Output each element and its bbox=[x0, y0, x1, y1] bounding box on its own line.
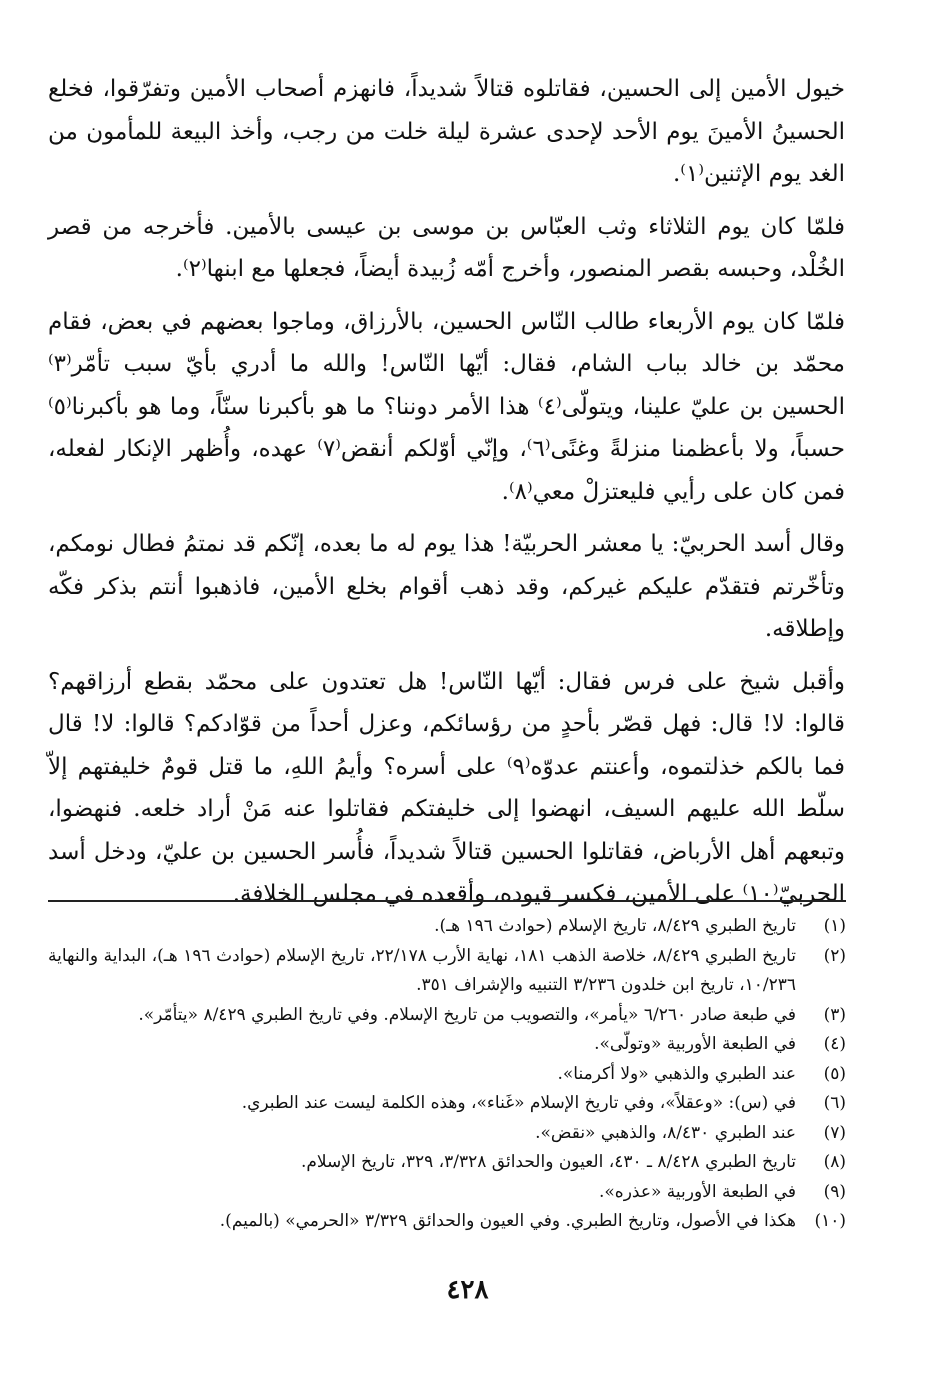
footnote-text: عند الطبري والذهبي «ولا أكرمنا». bbox=[557, 1063, 796, 1084]
footnote-number: (٥) bbox=[823, 1063, 846, 1084]
footnote-number: (٣) bbox=[823, 1004, 846, 1025]
main-text bbox=[48, 68, 845, 916]
footnote-number: (١) bbox=[823, 916, 846, 936]
paragraph-3: فلمّا كان يوم الأربعاء طالب النّاس الحسين، بالأرزاق، وماجوا بعضهم في بعض، فقام محمّد بن خالد بباب الشام، فقال: أيّها النّاس! والله ما أدري بأيّ سبب تأمّر⁽٣⁾ الحسين بن عليّ علينا، ويتولّى⁽٤⁾ هذا الأمر دوننا؟ ما هو بأكبرنا سنّاً، وما هو بأكبرنا⁽٥⁾ حسباً، ولا بأعظمنا منزلةً وغنًى⁽٦⁾، وإنّي أوّلكم أنقض⁽٧⁾ عهده، وأُظهر الإنكار لفعله، فمن كان على رأيي فليعتزلْ معي⁽٨⁾. bbox=[48, 308, 846, 505]
footnote bbox=[48, 942, 846, 1001]
footnote bbox=[48, 1178, 846, 1208]
footnote-text: هكذا في الأصول، وتاريخ الطبري. وفي العيون والحدائق ٣/٣٢٩ «الحرمي» (بالميم). bbox=[219, 1211, 796, 1231]
footnote-number: (٢) bbox=[823, 945, 846, 966]
footnote bbox=[48, 1148, 846, 1178]
footnote-text: تاريخ الطبري ٨/٤٢٨ ـ ٤٣٠، العيون والحدائق ٣/٣٢٨، ٣٢٩، تاريخ الإسلام. bbox=[300, 1152, 796, 1172]
paragraph-1: خيول الأمين إلى الحسين، فقاتلوه قتالاً شديداً، فانهزم أصحاب الأمين وتفرّقوا، فخلع الحسينُ الأمينَ يوم الأحد لإحدى عشرة ليلة خلت من رجب، وأخذ البيعة للمأمون من الغد يوم الإثنين⁽١⁾. bbox=[48, 76, 845, 187]
footnotes bbox=[48, 912, 846, 1237]
footnote-number: (٤) bbox=[823, 1034, 846, 1054]
footnote-number: (١٠) bbox=[814, 1211, 846, 1231]
paragraph-2: فلمّا كان يوم الثلاثاء وثب العبّاس بن موسى بن عيسى بالأمين. فأخرجه من قصر الخُلْد، وحبسه بقصر المنصور، وأخرج أمّه زُبيدة أيضاً، فجعلها مع ابنها⁽٢⁾. bbox=[48, 213, 845, 282]
footnote bbox=[48, 1119, 846, 1149]
footnote-text: في الطبعة الأوربية «وتولّى». bbox=[594, 1034, 796, 1054]
footnote-separator bbox=[48, 900, 846, 902]
footnote bbox=[48, 1030, 846, 1060]
footnote-number: (٩) bbox=[823, 1181, 846, 1202]
page-number: ٤٢٨ bbox=[446, 1275, 489, 1305]
footnote-number: (٨) bbox=[823, 1152, 846, 1172]
footnote-text: عند الطبري ٨/٤٣٠، والذهبي «نقض». bbox=[535, 1122, 796, 1143]
footnote-text: تاريخ الطبري ٨/٤٢٩، خلاصة الذهب ١٨١، نهاية الأرب ٢٢/١٧٨، تاريخ الإسلام (حوادث ١٩٦ هـ)، البداية والنهاية ١٠/٢٣٦، تاريخ ابن خلدون ٣/٢٣٦ التنبيه والإشراف ٣٥١. bbox=[48, 945, 796, 995]
footnote bbox=[48, 1060, 846, 1090]
paragraph-4: وقال أسد الحربيّ: يا معشر الحربيّة! هذا يوم له ما بعده، إنّكم قد نمتمُ فطال نومكم، وتأخّرتم فتقدّم عليكم غيركم، وقد ذهب أقوام بخلع الأمين، فاذهبوا أنتم بذكر فكّه وإطلاقه. bbox=[48, 531, 845, 642]
footnote-text: في (س): «وعقلاً»، وفي تاريخ الإسلام «غَناء»، وهذه الكلمة ليست عند الطبري. bbox=[241, 1093, 796, 1113]
footnote-number: (٧) bbox=[823, 1122, 846, 1143]
footnote-text: تاريخ الطبري ٨/٤٢٩، تاريخ الإسلام (حوادث ١٩٦ هـ). bbox=[434, 916, 796, 936]
paragraph-5: وأقبل شيخ على فرس فقال: أيّها النّاس! هل تعتدون على محمّد بقطع أرزاقهم؟ قالوا: لا! قال: فهل قصّر بأحدٍ من رؤسائكم، وعزل أحداً من قوّادكم؟ قالوا: لا! قال فما بالكم خذلتموه، وأعنتم عدوّه⁽٩⁾ على أسره؟ وأيمُ اللهِ، ما قتل قومٌ خليفتهم إلاّ سلّط الله عليهم السيف، انهضوا إلى خليفتكم فقاتلوا عنه مَنْ أراد خلعه. فنهضوا، وتبعهم أهل الأرباض، فقاتلوا الحسين قتالاً شديداً، فأُسر الحسين بن عليّ، ودخل أسد الحربيّ⁽١٠⁾ على الأمين، فكسر قيوده، وأقعده في مجلس الخلافة. bbox=[48, 668, 845, 907]
footnote-number: (٦) bbox=[823, 1093, 846, 1113]
footnote bbox=[48, 1001, 846, 1031]
footnote bbox=[48, 1207, 846, 1237]
footnote bbox=[48, 1089, 846, 1119]
footnote-text: في الطبعة الأوربية «عذره». bbox=[598, 1181, 796, 1202]
footnote bbox=[48, 912, 846, 942]
footnote-text: في طبعة صادر ٦/٢٦٠ «يأمر»، والتصويب من تاريخ الإسلام. وفي تاريخ الطبري ٨/٤٢٩ «يتأمّر». bbox=[138, 1004, 796, 1025]
